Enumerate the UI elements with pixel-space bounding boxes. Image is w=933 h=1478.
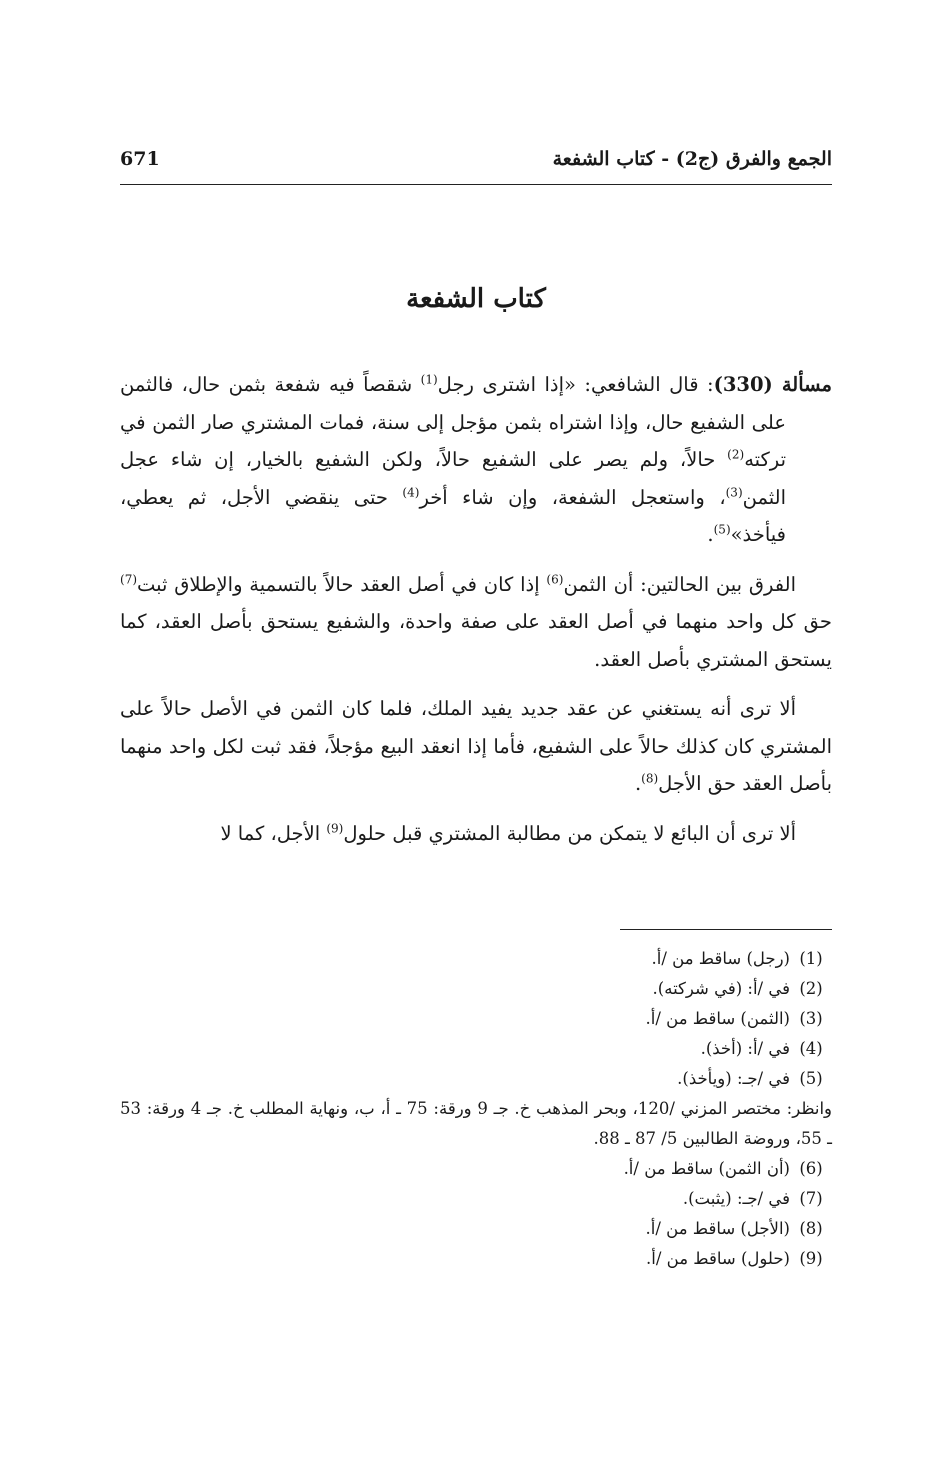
issue-text-3: حالاً، ولم يصر على الشفيع حالاً، ولكن الشفيع بالخيار، إن شاء عجل الثمن <box>120 448 786 509</box>
para3-text-1: ألا ترى أنه يستغني عن عقد جديد يفيد الملك، فلما كان الثمن في الأصل حالاً على المشتري كان كذلك حالاً على الشفيع، فأما إذا انعقد البيع مؤجلاً، فقد ثبت لكل واحد منهما بأصل العقد حق الأجل <box>120 697 832 795</box>
footnote-item <box>120 1064 832 1094</box>
footnotes <box>120 944 832 1274</box>
issue-text-4: ، واستعجل الشفعة، وإن شاء أخر <box>419 485 726 509</box>
footnote-text: (الأجل) ساقط من /أ. <box>645 1219 790 1238</box>
footnote-ref-3[interactable]: (3) <box>725 485 743 499</box>
continuation-paragraph <box>120 815 832 853</box>
footnote-text: (أن الثمن) ساقط من /أ. <box>623 1159 790 1178</box>
issue-text-1: : قال الشافعي: «إذا اشترى رجل <box>437 373 714 396</box>
footnote-ref-1[interactable]: (1) <box>420 372 438 387</box>
footnote-item <box>120 1034 832 1064</box>
footnote-item <box>120 974 832 1004</box>
para4-text-1: ألا ترى أن البائع لا يتمكن من مطالبة المشتري قبل حلول <box>343 821 796 845</box>
para2-text-2: إذا كان في أصل العقد حالاً بالتسمية والإطلاق ثبت <box>137 572 547 596</box>
para3-text-2: . <box>634 772 642 795</box>
footnote-ref-8[interactable]: (8) <box>641 771 659 786</box>
issue-label: مسألة (330) <box>713 373 833 396</box>
footnote-number: (6) <box>799 1159 823 1178</box>
page-number: 671 <box>120 148 160 170</box>
issue-text-2: شقصاً فيه شفعة بثمن حال، فالثمن على الشفيع حال، وإذا اشتراه بثمن مؤجل إلى سنة، فمات المشتري صار الثمن في تركته <box>120 373 786 471</box>
issue-paragraph <box>120 366 832 554</box>
footnote-text: (حلول) ساقط من /أ. <box>646 1249 790 1268</box>
footnote-ref-2[interactable]: (2) <box>727 447 745 462</box>
header-divider <box>120 184 832 185</box>
footnote-number: (4) <box>799 1039 823 1058</box>
footnote-item <box>120 944 832 974</box>
footnote-divider <box>620 929 832 930</box>
footnote-number: (2) <box>799 979 823 998</box>
footnote-text: في /أ: (في شركته). <box>652 979 790 998</box>
footnote-number: (8) <box>799 1219 823 1238</box>
footnote-text: في /جـ: (ويأخذ). <box>677 1069 790 1088</box>
running-head-title: الجمع والفرق (ج2) - كتاب الشفعة <box>552 148 832 170</box>
issue-text-5: حتى ينقضي الأجل، ثم يعطي، فيأخذ» <box>120 485 786 546</box>
footnote-ref-6[interactable]: (6) <box>546 572 564 586</box>
footnote-ref-7[interactable]: (7) <box>120 572 138 586</box>
footnote-number: (3) <box>799 1009 823 1028</box>
footnote-item <box>120 1244 832 1274</box>
footnote-number: (1) <box>799 949 823 968</box>
footnote-item <box>120 1154 832 1184</box>
footnote-text: في /أ: (أخذ). <box>700 1039 790 1058</box>
footnote-text: (رجل) ساقط من /أ. <box>651 949 790 968</box>
para2-text-3: حق كل واحد منهما في أصل العقد على صفة واحدة، والشفيع يستحق بأصل العقد، كما يستحق المشتري بأصل العقد. <box>120 610 832 671</box>
footnote-5-references: وانظر: مختصر المزني /120، وبحر المذهب خ. جـ 9 ورقة: 75 ـ أ، ب، ونهاية المطلب خ. جـ 4 ورقة: 53 ـ 55، وروضة الطالبين 5/ 87 ـ 88. <box>120 1099 832 1148</box>
explanation-paragraph <box>120 690 832 803</box>
footnote-number: (5) <box>799 1069 823 1088</box>
footnote-ref-5[interactable]: (5) <box>713 522 731 537</box>
footnote-number: (7) <box>799 1189 823 1208</box>
para4-text-2: الأجل، كما لا <box>220 821 327 845</box>
footnote-number: (9) <box>799 1249 823 1268</box>
para2-text-1: الفرق بين الحالتين: أن الثمن <box>563 572 796 596</box>
footnote-item <box>120 1004 832 1034</box>
running-header <box>120 148 832 182</box>
footnote-text: (الثمن) ساقط من /أ. <box>645 1009 790 1028</box>
footnote-ref-4[interactable]: (4) <box>402 485 420 499</box>
issue-text-6: . <box>707 523 714 546</box>
chapter-title: كتاب الشفعة <box>406 284 546 314</box>
footnote-item <box>120 1184 832 1214</box>
difference-paragraph <box>120 566 832 679</box>
main-text <box>120 366 832 864</box>
footnote-ref-9[interactable]: (9) <box>326 821 344 835</box>
footnote-text: في /جـ: (يثبت). <box>682 1189 790 1208</box>
footnote-item <box>120 1214 832 1244</box>
